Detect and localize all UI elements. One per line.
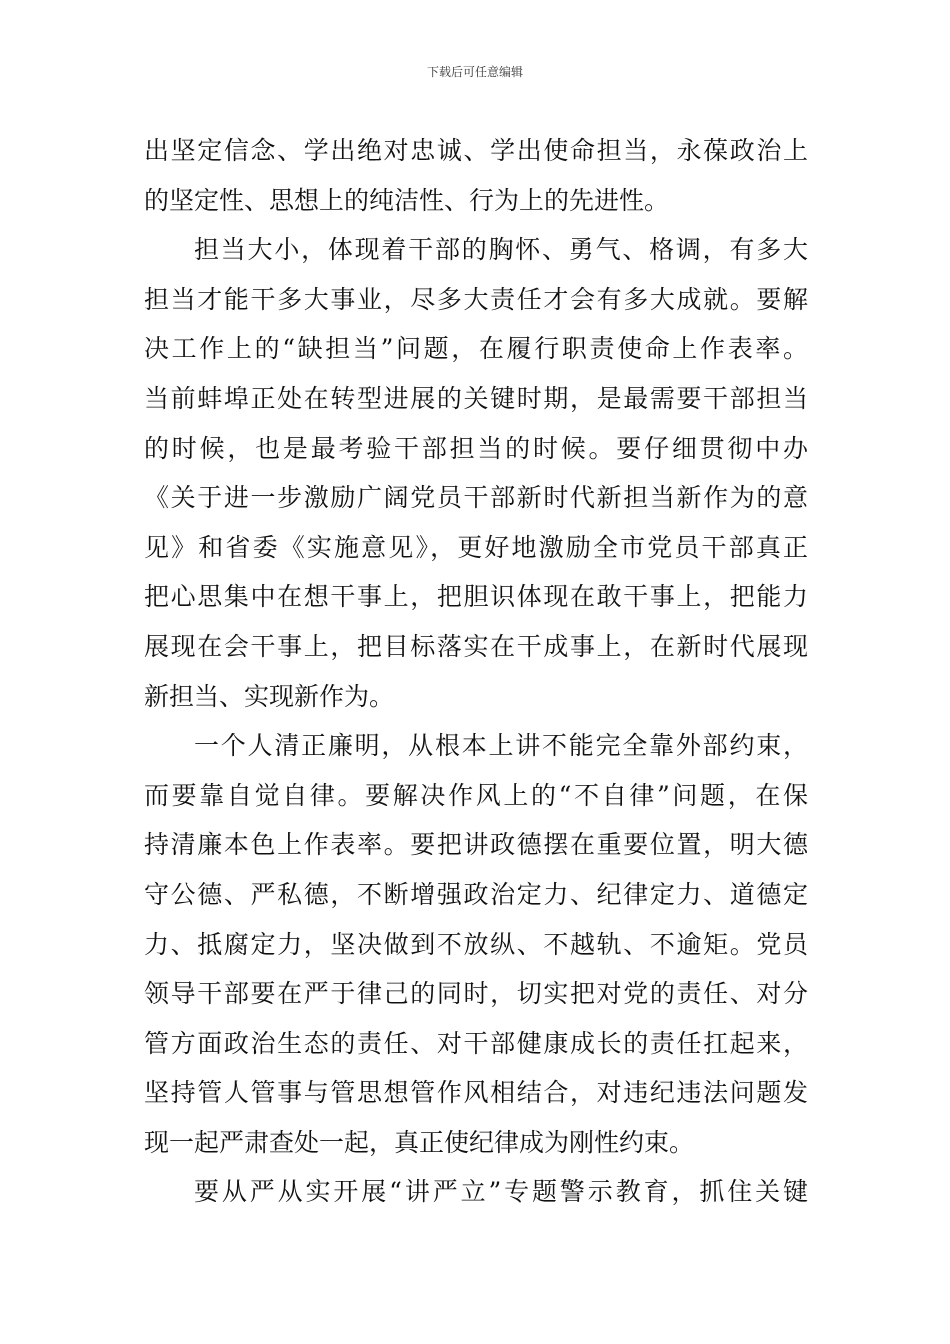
page-header: 下载后可任意编辑 (426, 65, 523, 79)
text-line: 现一起严肃查处一起，真正使纪律成为刚性约束。 (144, 1127, 695, 1157)
text-line: 出坚定信念、学出绝对忠诚、学出使命担当，永葆政治上 (144, 136, 808, 165)
text-line: 当前蚌埠正处在转型进展的关键时期，是最需要干部担当 (144, 383, 808, 413)
text-line: 持清廉本色上作表率。要把讲政德摆在重要位置，明大德 (144, 830, 808, 860)
text-line: 领导干部要在严于律己的同时，切实把对党的责任、对分 (144, 979, 808, 1009)
text-line: 决工作上的“缺担当”问题，在履行职责使命上作表率。 (144, 334, 808, 364)
text-line: 新担当、实现新作为。 (144, 681, 395, 711)
text-line: 而要靠自觉自律。要解决作风上的“不自律”问题，在保 (144, 780, 808, 810)
document-body (144, 126, 808, 1217)
text-line: 见》和省委《实施意见》，更好地激励全市党员干部真正 (144, 532, 808, 562)
text-line: 的坚定性、思想上的纯洁性、行为上的先进性。 (144, 185, 670, 215)
paragraph (144, 126, 808, 225)
text-line: 《关于进一步激励广阔党员干部新时代新担当新作为的意 (144, 483, 808, 513)
paragraph (144, 225, 808, 721)
text-line: 守公德、严私德，不断增强政治定力、纪律定力、道德定 (144, 879, 808, 909)
text-line: 展现在会干事上，把目标落实在干成事上，在新时代展现 (144, 631, 808, 661)
text-line: 担当大小，体现着干部的胸怀、勇气、格调，有多大 (194, 235, 808, 265)
text-line: 担当才能干多大事业，尽多大责任才会有多大成就。要解 (144, 284, 808, 314)
text-line: 力、抵腐定力，坚决做到不放纵、不越轨、不逾矩。党员 (144, 929, 808, 959)
paragraph (144, 1167, 808, 1217)
text-line: 坚持管人管事与管思想管作风相结合，对违纪违法问题发 (144, 1078, 808, 1108)
text-line: 管方面政治生态的责任、对干部健康成长的责任扛起来， (144, 1028, 808, 1058)
text-line: 要从严从实开展“讲严立”专题警示教育，抓住关键 (194, 1177, 808, 1207)
text-line: 一个人清正廉明，从根本上讲不能完全靠外部约束， (194, 731, 808, 761)
text-line: 把心思集中在想干事上，把胆识体现在敢干事上，把能力 (144, 582, 808, 612)
text-line: 的时候，也是最考验干部担当的时候。要仔细贯彻中办 (144, 433, 808, 463)
paragraph (144, 721, 808, 1167)
